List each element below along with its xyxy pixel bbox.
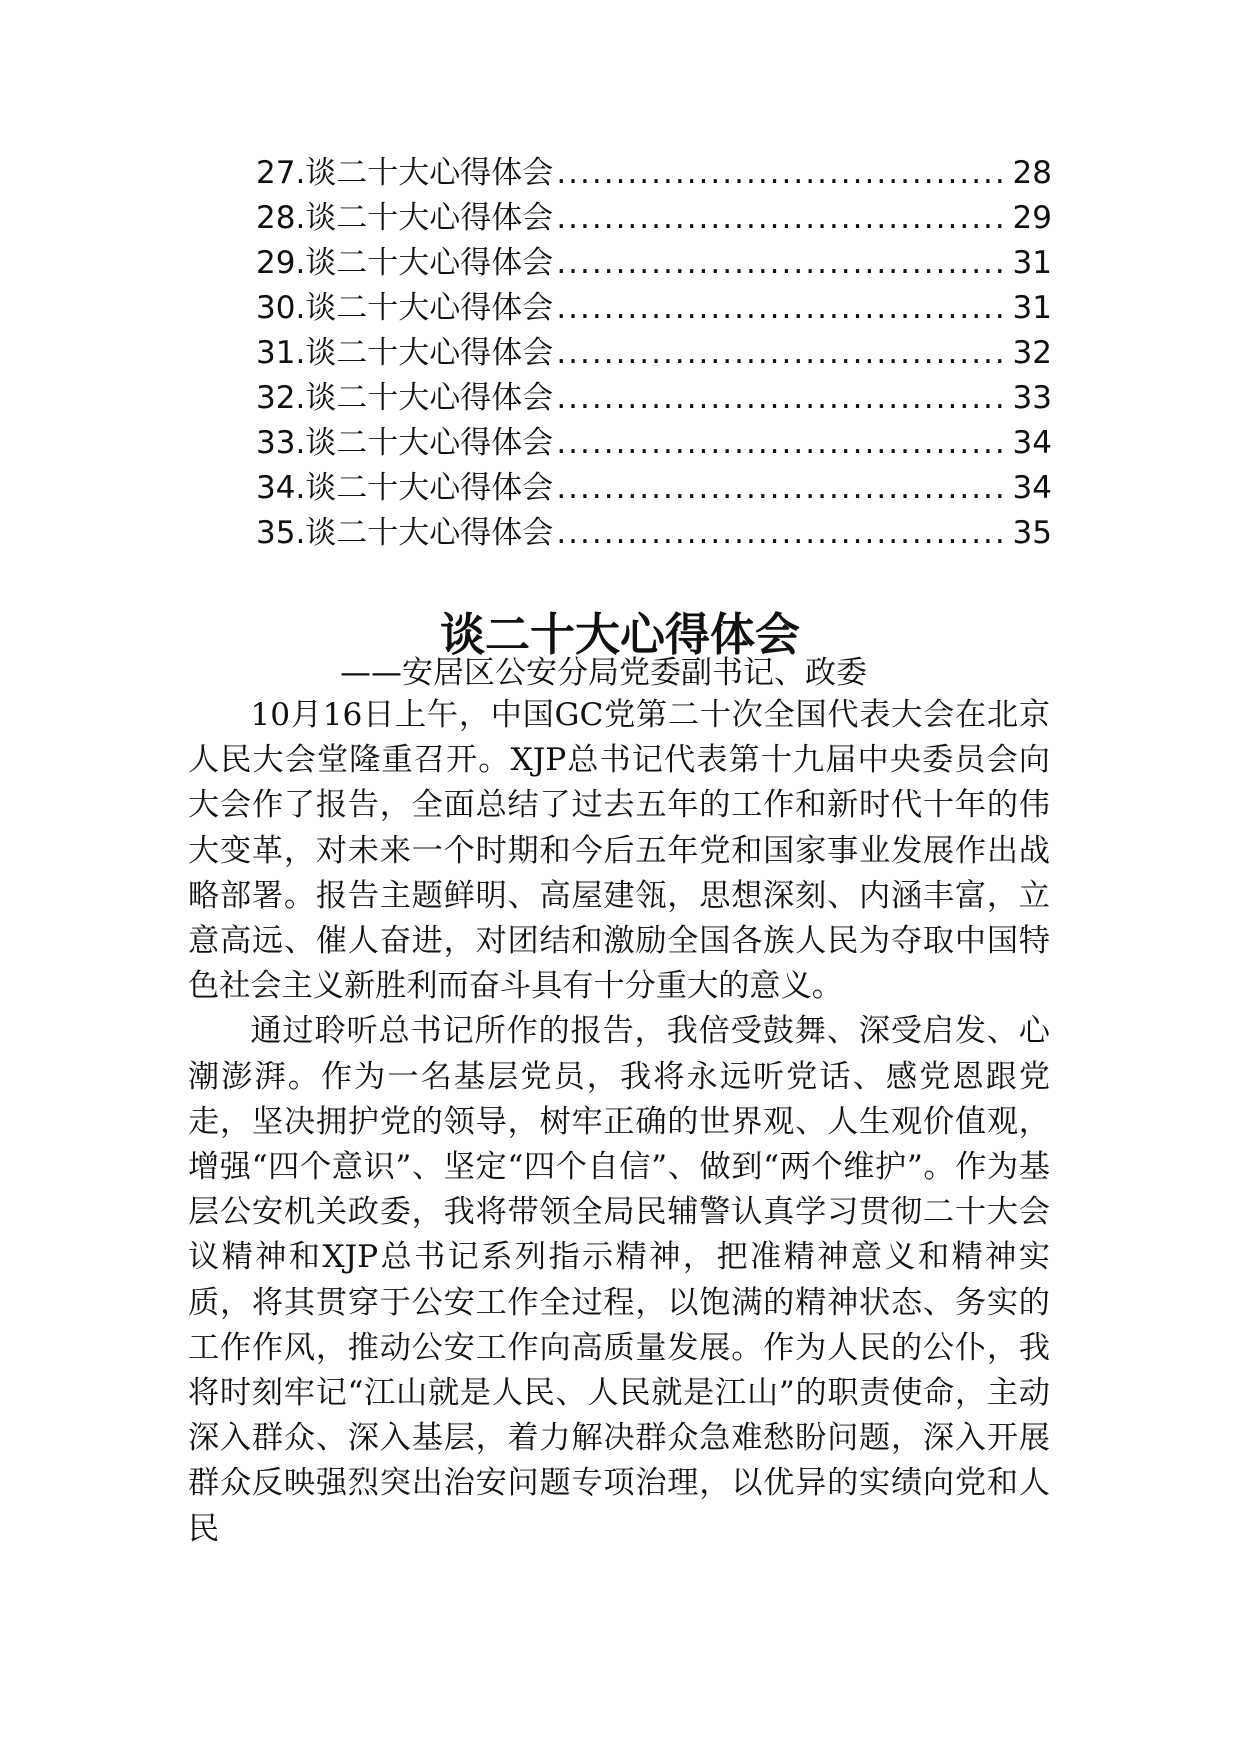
toc-dot-leader xyxy=(556,151,1009,196)
article-paragraph: 通过聆听总书记所作的报告，我倍受鼓舞、深受启发、心潮澎湃。作为一名基层党员，我将永远听党话、感党恩跟党走，坚决拥护党的领导，树牢正确的世界观、人生观价值观，增强“四个意识”、坚定“四个自信”、做到“两个维护”。作为基层公安机关政委，我将带领全局民辅警认真学习贯彻二十大会议精神和XJP总书记系列指示精神，把准精神意义和精神实质，将其贯穿于公安工作全过程，以饱满的精神状态、务实的工作作风，推动公安工作向高质量发展。作为人民的公仆，我将时刻牢记“江山就是人民、人民就是江山”的职责使命，主动深入群众、深入基层，着力解决群众急难愁盼问题，深入开展群众反映强烈突出治安问题专项治理，以优异的实绩向党和人民 xyxy=(188,1013,1050,1547)
toc-entry xyxy=(256,421,1052,466)
toc-entry xyxy=(256,376,1052,421)
toc-entry-title: 33.谈二十大心得体会 xyxy=(256,425,554,461)
toc-entry-page: 33 xyxy=(1012,380,1052,416)
toc-dot-leader xyxy=(556,511,1009,556)
toc-dot-leader xyxy=(556,196,1009,241)
article-title: 谈二十大心得体会 xyxy=(439,608,800,662)
toc-entry-page: 28 xyxy=(1012,155,1052,191)
toc-entry-page: 29 xyxy=(1012,200,1052,236)
toc-entry xyxy=(256,196,1052,241)
toc-entry-page: 32 xyxy=(1012,335,1052,371)
toc-entry-page: 34 xyxy=(1012,470,1052,506)
toc-dot-leader xyxy=(556,466,1009,511)
toc-entry xyxy=(256,511,1052,556)
toc-entry xyxy=(256,286,1052,331)
toc-entry xyxy=(256,151,1052,196)
toc-dot-leader xyxy=(556,241,1009,286)
toc-dot-leader xyxy=(556,376,1009,421)
toc-dot-leader xyxy=(556,286,1009,331)
toc-entry-title: 29.谈二十大心得体会 xyxy=(256,245,554,281)
toc-entry-page: 34 xyxy=(1012,425,1052,461)
article-paragraph: 10月16日上午，中国GC党第二十次全国代表大会在北京人民大会堂隆重召开。XJP总书记代表第十九届中央委员会向大会作了报告，全面总结了过去五年的工作和新时代十年的伟大变革，对未来一个时期和今后五年党和国家事业发展作出战略部署。报告主题鲜明、高屋建瓴，思想深刻、内涵丰富，立意高远、催人奋进，对团结和激励全国各族人民为夺取中国特色社会主义新胜利而奋斗具有十分重大的意义。 xyxy=(188,697,1050,1005)
toc-dot-leader xyxy=(556,331,1009,376)
article-body xyxy=(188,693,1050,1552)
article-subtitle: ——安居区公安分局党委副书记、政委 xyxy=(340,655,867,691)
toc-dot-leader xyxy=(556,421,1009,466)
toc-entry xyxy=(256,241,1052,286)
toc-entry-page: 35 xyxy=(1012,515,1052,551)
toc-entry-title: 28.谈二十大心得体会 xyxy=(256,200,554,236)
toc-entry-title: 34.谈二十大心得体会 xyxy=(256,470,554,506)
table-of-contents xyxy=(256,151,1052,556)
toc-entry-page: 31 xyxy=(1012,245,1052,281)
toc-entry xyxy=(256,331,1052,376)
toc-entry-title: 31.谈二十大心得体会 xyxy=(256,335,554,371)
toc-entry-title: 30.谈二十大心得体会 xyxy=(256,290,554,326)
toc-entry xyxy=(256,466,1052,511)
toc-entry-title: 27.谈二十大心得体会 xyxy=(256,155,554,191)
toc-entry-title: 32.谈二十大心得体会 xyxy=(256,380,554,416)
toc-entry-title: 35.谈二十大心得体会 xyxy=(256,515,554,551)
toc-entry-page: 31 xyxy=(1012,290,1052,326)
